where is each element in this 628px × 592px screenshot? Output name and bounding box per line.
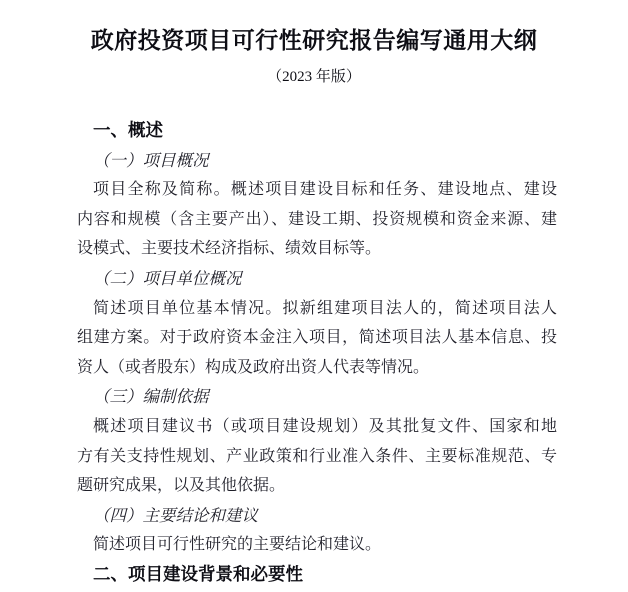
document-line: 简述项目单位基本情况。拟新组建项目法人的，简述项目法人: [93, 299, 557, 317]
document-line: （一）项目概况: [93, 150, 209, 170]
document-title: 政府投资项目可行性研究报告编写通用大纲: [90, 28, 538, 53]
document-line: （三）编制依据: [93, 387, 209, 407]
document-line: 内容和规模（含主要产出）、建设工期、投资规模和资金来源、建: [77, 210, 557, 228]
document-line: 简述项目可行性研究的主要结论和建议。: [93, 536, 382, 554]
document-body: [77, 116, 557, 590]
document-line: 方有关支持性规划、产业政策和行业准入条件、主要标准规范、专: [77, 447, 557, 465]
document-subtitle: （2023 年版）: [267, 69, 361, 85]
document-line: 设模式、主要技术经济指标、绩效目标等。: [77, 240, 382, 258]
document-line: （四）主要结论和建议: [93, 505, 258, 525]
document-line: 题研究成果，以及其他依据。: [77, 477, 286, 495]
document-line: 资人（或者股东）构成及政府出资人代表等情况。: [77, 358, 430, 376]
document-line: 概述项目建议书（或项目建设规划）及其批复文件、国家和地: [93, 417, 557, 435]
document-line: 一、概述: [93, 120, 163, 140]
document-line: 组建方案。对于政府资本金注入项目，简述项目法人基本信息、投: [77, 329, 557, 347]
document-line: 项目全称及简称。概述项目建设目标和任务、建设地点、建设: [93, 181, 557, 199]
document-line: （二）项目单位概况: [93, 268, 242, 288]
document-line: 二、项目建设背景和必要性: [93, 563, 303, 584]
